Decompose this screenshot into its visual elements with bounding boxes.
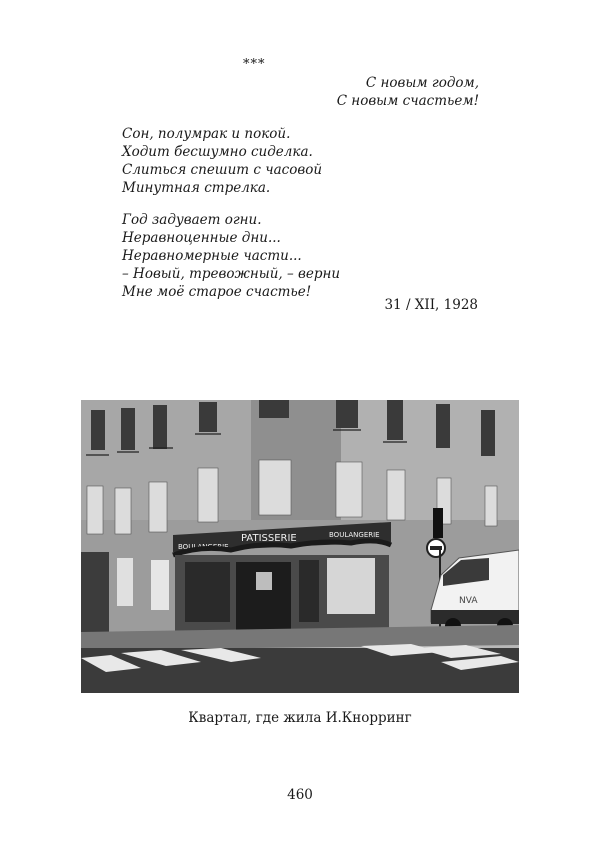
poem-line: Сон, полумрак и покой. xyxy=(122,126,291,142)
poem-stanza-1 xyxy=(122,125,322,197)
poem-line: – Новый, тревожный, – верни xyxy=(122,266,341,282)
epigraph-line: С новым годом, xyxy=(365,75,479,91)
poem-line: Минутная стрелка. xyxy=(122,180,271,196)
poem-date: 31 / XII, 1928 xyxy=(384,297,478,313)
poem-separator: *** xyxy=(243,57,266,72)
poem-line: Мне моё старое счастье! xyxy=(122,284,312,300)
street-corner-photo xyxy=(81,400,519,693)
poem-epigraph xyxy=(337,74,479,110)
photo-caption: Квартал, где жила И.Кнорринг xyxy=(188,710,412,726)
poem-stanza-2 xyxy=(122,211,340,301)
van-lettering: NVA xyxy=(459,596,478,606)
poem-line: Неравномерные части... xyxy=(122,248,302,264)
boulangerie-sign-right: BOULANGERIE xyxy=(329,531,380,539)
boulangerie-sign-left: BOULANGERIE xyxy=(178,543,229,551)
patisserie-sign: PATISSERIE xyxy=(241,533,297,544)
poem-line: Слиться спешит с часовой xyxy=(122,162,323,178)
poem-line: Неравноценные дни... xyxy=(122,230,281,246)
epigraph-line: С новым счастьем! xyxy=(336,93,479,109)
poem-line: Год задувает огни. xyxy=(122,212,262,228)
page-number: 460 xyxy=(287,787,313,803)
poem-line: Ходит бесшумно сиделка. xyxy=(122,144,313,160)
